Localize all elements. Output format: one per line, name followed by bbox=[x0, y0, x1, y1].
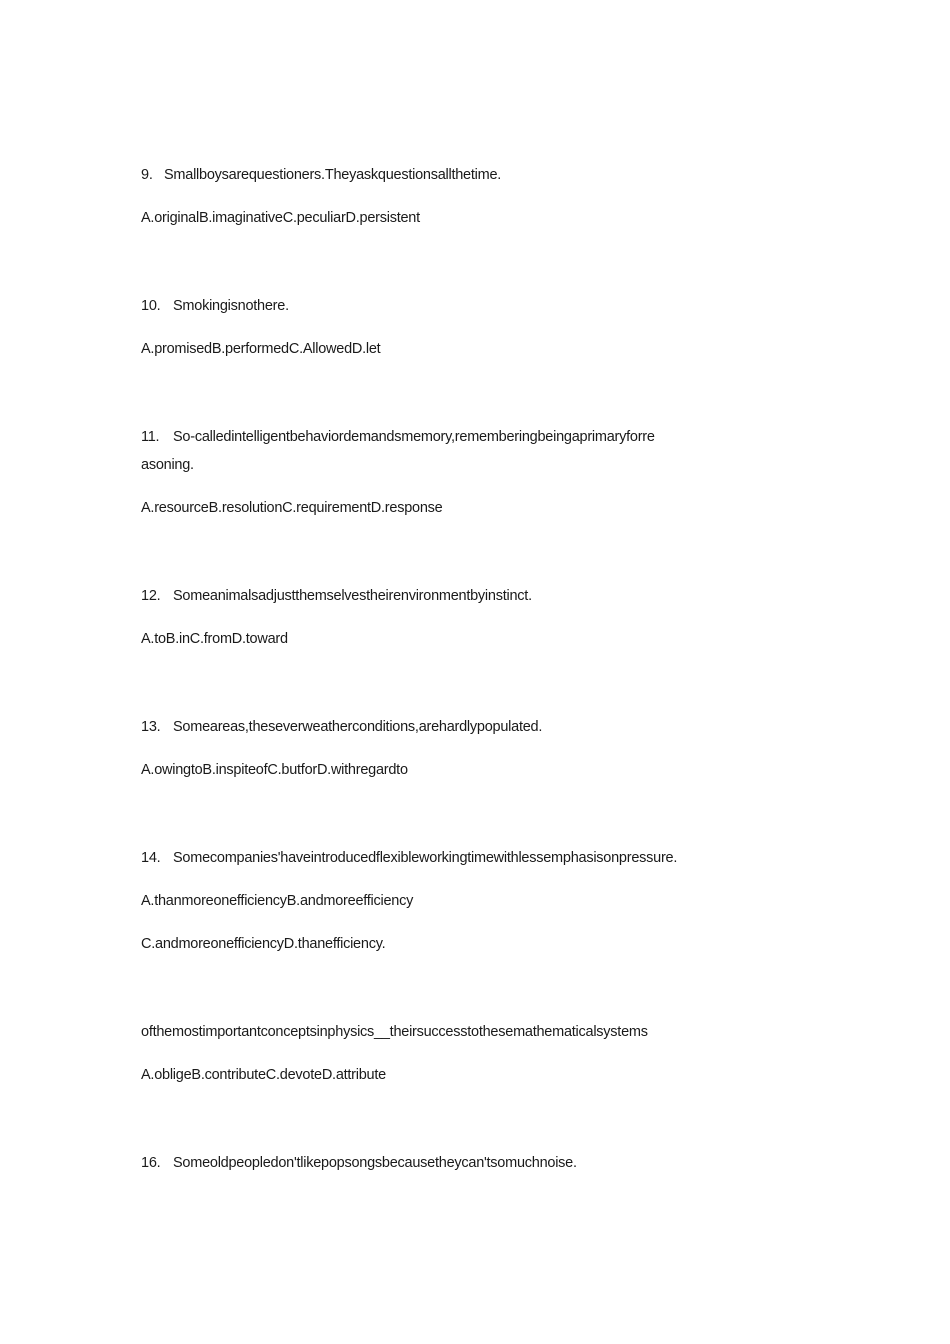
question-12 bbox=[141, 582, 761, 610]
question-number: 10. bbox=[141, 298, 161, 314]
question-14 bbox=[141, 844, 761, 872]
question-9-options: A.originalB.imaginativeC.peculiarD.persistent bbox=[141, 210, 420, 226]
question-number: 12. bbox=[141, 588, 161, 604]
question-10 bbox=[141, 292, 761, 320]
question-13-options: A.owingtoB.inspiteofC.butforD.withregardto bbox=[141, 762, 408, 778]
question-14-options-1: A.thanmoreonefficiencyB.andmoreefficiency bbox=[141, 893, 414, 909]
question-15-options: A.obligeB.contributeC.devoteD.attribute bbox=[141, 1067, 386, 1083]
question-12-options: A.toB.inC.fromD.toward bbox=[141, 631, 288, 647]
question-text: Smallboysarequestioners.Theyaskquestionsallthetime. bbox=[164, 167, 502, 183]
question-text: Someareas,theseverweatherconditions,arehardlypopulated. bbox=[173, 719, 543, 735]
question-10-options: A.promisedB.performedC.AllowedD.let bbox=[141, 341, 381, 357]
question-number: 11. bbox=[141, 429, 160, 445]
question-14-options-2: C.andmoreonefficiencyD.thanefficiency. bbox=[141, 936, 386, 952]
question-number: 13. bbox=[141, 719, 161, 735]
question-9 bbox=[141, 161, 761, 189]
question-text: ofthemostimportantconceptsinphysics__theirsuccesstothesemathematicalsystems bbox=[141, 1024, 648, 1040]
question-number: 16. bbox=[141, 1155, 161, 1171]
question-13 bbox=[141, 713, 761, 741]
question-11 bbox=[141, 423, 761, 451]
question-text: Smokingisnothere. bbox=[173, 298, 289, 314]
question-text: Someoldpeopledon'tlikepopsongsbecausetheycan'tsomuchnoise. bbox=[173, 1155, 577, 1171]
question-11-options: A.resourceB.resolutionC.requirementD.response bbox=[141, 500, 443, 516]
question-text: Somecompanies'haveintroducedflexibleworkingtimewithlessemphasisonpressure. bbox=[173, 850, 678, 866]
question-text: Someanimalsadjustthemselvestheirenvironmentbyinstinct. bbox=[173, 588, 532, 604]
question-number: 14. bbox=[141, 850, 161, 866]
question-number: 9. bbox=[141, 167, 153, 183]
question-11-continuation: asoning. bbox=[141, 457, 194, 473]
question-16 bbox=[141, 1149, 761, 1177]
question-15 bbox=[141, 1018, 761, 1046]
question-text: So-calledintelligentbehaviordemandsmemory,rememberingbeingaprimaryforre bbox=[173, 429, 655, 445]
